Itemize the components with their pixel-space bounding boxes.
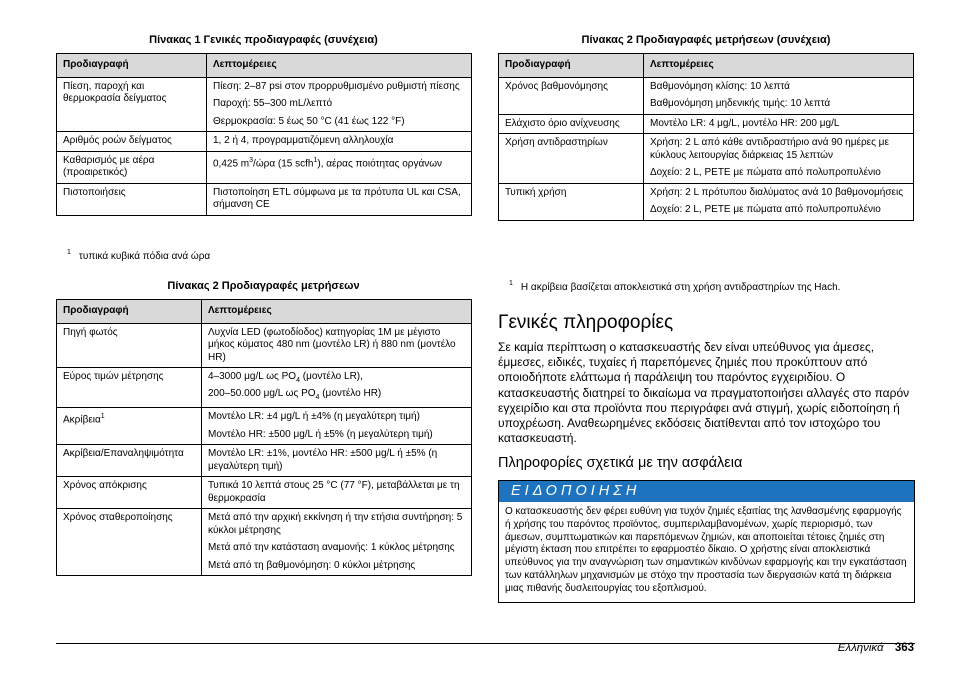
table-row (499, 114, 914, 134)
column-header: Λεπτομέρειες (644, 54, 914, 78)
details-cell: Πιστοποίηση ETL σύμφωνα με τα πρότυπα UL και CSA, σήμανση CE (207, 183, 472, 215)
table-row (499, 134, 914, 184)
details-cell: Μοντέλο LR: ±1%, μοντέλο HR: ±500 μg/L ή ±5% (η μεγαλύτερη τιμή) (202, 445, 472, 477)
notice-label: ΕΙΔΟΠΟΙΗΣΗ (499, 481, 914, 502)
measurement-specs-continued-table (498, 53, 914, 221)
column-header: Προδιαγραφή (57, 300, 202, 324)
spec-text: Ακρίβεια (63, 414, 101, 426)
spec-cell: Ακρίβεια/Επαναληψιμότητα (57, 445, 202, 477)
subscript: 4 (315, 393, 320, 401)
spec-cell: Πηγή φωτός (57, 323, 202, 368)
footnote-mark: 1 (67, 249, 71, 256)
table-row (57, 183, 472, 215)
subscript: 4 (296, 377, 300, 384)
table-row (57, 408, 472, 445)
table-row (57, 77, 472, 132)
spec-cell: Ελάχιστο όριο ανίχνευσης (499, 114, 644, 134)
details-cell (644, 134, 914, 184)
table-header-row (57, 300, 472, 324)
spec-cell: Χρόνος απόκρισης (57, 477, 202, 509)
spec-cell (57, 408, 202, 445)
detail-line: Βαθμονόμηση μηδενικής τιμής: 10 λεπτά (650, 98, 831, 109)
column-header: Προδιαγραφή (57, 54, 207, 78)
detail-text: (μοντέλο HR) (319, 387, 382, 399)
details-cell (202, 509, 472, 576)
detail-line: Χρήση: 2 L πρότυπου διαλύματος ανά 10 βαθμονομήσεις (650, 186, 904, 198)
details-cell (202, 368, 472, 408)
page-footer (838, 642, 914, 654)
detail-text: (μοντέλο LR), (299, 371, 363, 382)
detail-line: Μοντέλο HR: ±500 μg/L ή ±5% (η μεγαλύτερη τιμή) (208, 428, 433, 440)
details-cell: 1, 2 ή 4, προγραμματιζόμενη αλληλουχία (207, 132, 472, 152)
spec-cell: Πιστοποιήσεις (57, 183, 207, 215)
footnote-mark: 1 (509, 280, 513, 287)
footnote-reference: 1 (313, 156, 318, 164)
spec-cell: Πίεση, παροχή και θερμοκρασία δείγματος (57, 77, 207, 132)
table2-footnote (509, 282, 840, 293)
table-row (499, 77, 914, 114)
details-cell (644, 183, 914, 220)
general-info-paragraph: Σε καμία περίπτωση ο κατασκευαστής δεν είναι υπεύθυνος για άμεσες, έμμεσες, ειδικές, τυχαίες ή παρεπόμενες ζημιές που προκύπτουν από οποιοδήποτε ελάττωμα ή παράλειψη του παρόντος εγχειριδίου. Ο κατασκευαστής διατηρεί το δικαίωμα να πραγματοποιήσει αλλαγές στο παρόν εγχειρίδιο και στα προϊόντα που περιγράφει ανά στιγμή, χωρίς ειδοποίηση ή υποχρέωση. Αναθεωρημένες εκδόσεις διατίθενται από τον ιστοχώρο του κατασκευαστή. (498, 340, 910, 446)
table-row (57, 477, 472, 509)
column-header: Προδιαγραφή (499, 54, 644, 78)
footer-divider (56, 643, 915, 644)
table2-continued-caption: Πίνακας 2 Προδιαγραφές μετρήσεων (συνέχεια) (581, 34, 831, 46)
notice-text: Ο κατασκευαστής δεν φέρει ευθύνη για τυχόν ζημιές εξαιτίας της λανθασμένης εφαρμογής ή χρήσης του παρόντος προϊόντος, συμπεριλαμβανομένων, χωρίς περιορισμό, των άμεσων, συμπτωματικών και παρεπόμενων ζημιών, και αποποιείται τέτοιες ζημιές στη μέγιστη έκταση που επιτρέπει το εφαρμοστέο δίκαιο. Ο χρήστης είναι αποκλειστικά υπεύθυνος για την αναγνώριση των σημαντικών κινδύνων εφαρμογής και την εγκατάσταση των κατάλληλων μηχανισμών με στόχο την προστασία των διεργασιών κατά τη διάρκεια μιας πιθανής δυσλειτουργίας του εξοπλισμού. (505, 506, 907, 594)
spec-cell: Αριθμός ροών δείγματος (57, 132, 207, 152)
table-row (499, 183, 914, 220)
spec-cell: Χρόνος σταθεροποίησης (57, 509, 202, 576)
spec-cell: Χρόνος βαθμονόμησης (499, 77, 644, 114)
superscript: 3 (249, 156, 254, 164)
detail-line: Χρήση: 2 L από κάθε αντιδραστήριο ανά 90 ημέρες με κύκλους λειτουργίας διάρκειας 15 λεπτών (650, 137, 889, 161)
table-row (57, 151, 472, 183)
details-cell: Τυπικά 10 λεπτά στους 25 °C (77 °F), μεταβάλλεται με τη θερμοκρασία (202, 477, 472, 509)
detail-text: 4–3000 μg/L ως PO (208, 371, 297, 382)
table-row (57, 323, 472, 368)
spec-cell: Καθαρισμός με αέρα (προαιρετικός) (57, 151, 207, 183)
detail-text: 200–50.000 μg/L ως PO (208, 387, 316, 399)
column-header: Λεπτομέρειες (202, 300, 472, 324)
details-cell (644, 77, 914, 114)
footer-language: Ελληνικά (837, 642, 884, 654)
table-row (57, 509, 472, 576)
detail-text: /ώρα (15 scfh (253, 157, 314, 169)
detail-line: Πίεση: 2–87 psi στον προρρυθμισμένο ρυθμιστή πίεσης (213, 80, 460, 92)
general-specs-table (56, 53, 472, 216)
footnote-text: Η ακρίβεια βασίζεται αποκλειστικά στη χρήση αντιδραστηρίων της Hach. (520, 282, 841, 293)
footnote-text: τυπικά κυβικά πόδια ανά ώρα (78, 251, 211, 262)
footnote-reference: 1 (100, 413, 105, 420)
table2-caption: Πίνακας 2 Προδιαγραφές μετρήσεων (167, 280, 360, 292)
column-header: Λεπτομέρειες (207, 54, 472, 78)
detail-line: Δοχείο: 2 L, PETE με πώματα από πολυπροπυλένιο (650, 167, 881, 178)
detail-line: Θερμοκρασία: 5 έως 50 °C (41 έως 122 °F) (213, 115, 405, 127)
page-number: 363 (894, 642, 914, 654)
details-cell (207, 151, 472, 183)
detail-line: Μοντέλο LR: ±4 μg/L ή ±4% (η μεγαλύτερη τιμή) (208, 411, 420, 422)
spec-cell: Εύρος τιμών μέτρησης (57, 368, 202, 408)
details-cell (207, 77, 472, 132)
table-row (57, 368, 472, 408)
detail-line: Δοχείο: 2 L, PETE με πώματα από πολυπροπυλένιο (650, 204, 881, 215)
detail-line: Παροχή: 55–300 mL/λεπτό (213, 98, 333, 109)
measurement-specs-table (56, 299, 472, 576)
notice-box (498, 480, 915, 603)
table1-footnote (67, 251, 210, 262)
detail-line: Μετά από την αρχική εκκίνηση ή την ετήσια συντήρηση: 5 κύκλοι μέτρησης (208, 512, 463, 536)
detail-line: Μετά από την κατάσταση αναμονής: 1 κύκλος μέτρησης (208, 542, 455, 553)
table1-caption: Πίνακας 1 Γενικές προδιαγραφές (συνέχεια) (149, 34, 378, 46)
details-cell: Μοντέλο LR: 4 μg/L, μοντέλο HR: 200 μg/L (644, 114, 914, 134)
detail-text: ), αέρας ποιότητας οργάνων (317, 157, 443, 169)
table-row (57, 132, 472, 152)
general-info-heading: Γενικές πληροφορίες (498, 312, 674, 333)
spec-cell: Χρήση αντιδραστηρίων (499, 134, 644, 184)
table-header-row (57, 54, 472, 78)
details-cell (202, 408, 472, 445)
spec-cell: Τυπική χρήση (499, 183, 644, 220)
details-cell: Λυχνία LED (φωτοδίοδος) κατηγορίας 1M με μέγιστο μήκος κύματος 480 nm (μοντέλο LR) ή 880 nm (μοντέλο HR) (202, 323, 472, 368)
table-header-row (499, 54, 914, 78)
detail-line: Βαθμονόμηση κλίσης: 10 λεπτά (650, 80, 790, 92)
detail-line: Μετά από τη βαθμονόμηση: 0 κύκλοι μέτρησης (208, 559, 416, 571)
detail-text: 0,425 m (213, 157, 250, 169)
table-row (57, 445, 472, 477)
safety-info-heading: Πληροφορίες σχετικά με την ασφάλεια (498, 455, 743, 471)
